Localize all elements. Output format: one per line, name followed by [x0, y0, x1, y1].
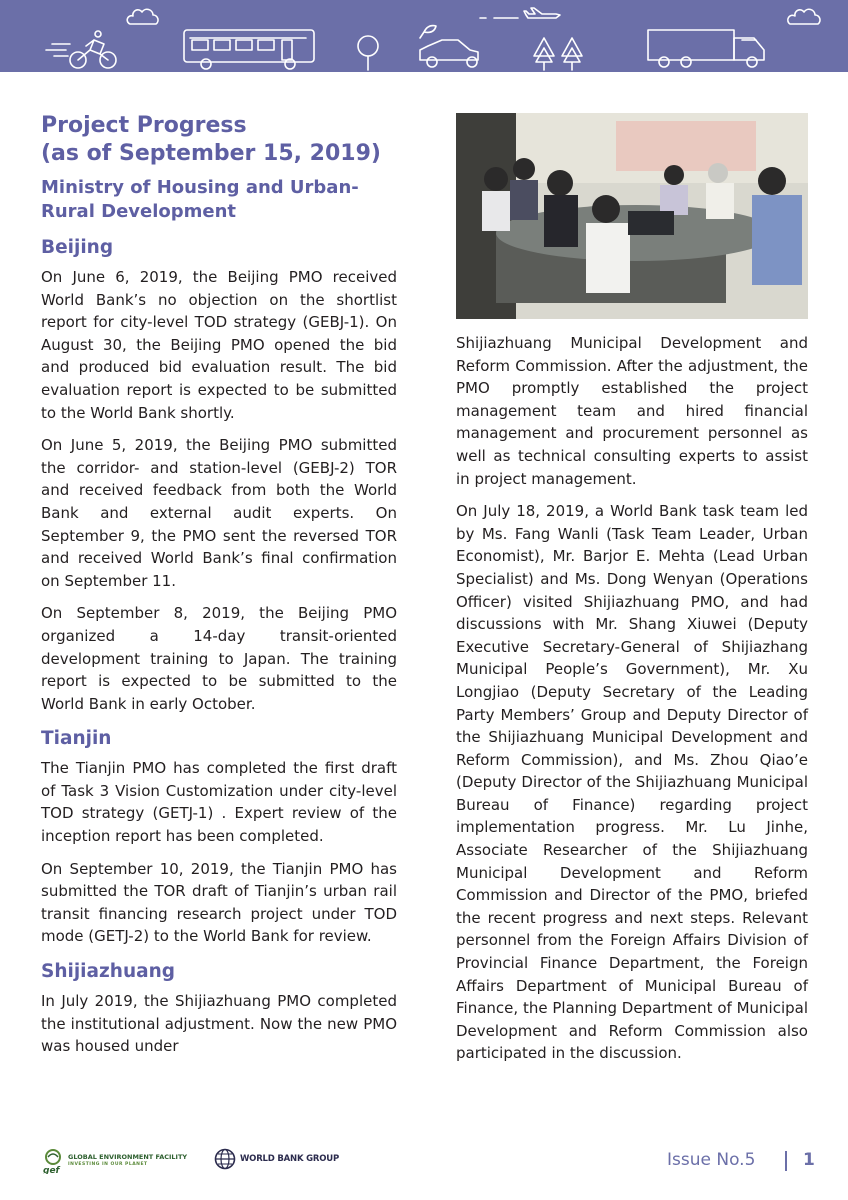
shijiazhuang-heading: Shijiazhuang	[41, 961, 176, 983]
issue-number: Issue No.5	[667, 1150, 756, 1170]
meeting-photo	[456, 113, 808, 319]
beijing-heading: Beijing	[41, 237, 114, 258]
cloud-icon	[127, 9, 158, 24]
ministry-line: Ministry of Housing and Urban-	[41, 177, 359, 198]
beijing-paragraph: On June 6, 2019, the Beijing PMO received World Bank’s no objection on the shortlist report for city-level TOD strategy (GEBJ-1). On August 30, the Beijing PMO opened the bid and produced bid evaluation result. The bid evaluation report is expected to be submitted to the World Bank shortly.	[41, 268, 397, 422]
tianjin-paragraph: On September 10, 2019, the Tianjin PMO has submitted the TOR draft of Tianjin’s urban rail transit financing research project under TOD mode (GETJ-2) to the World Bank for review.	[41, 859, 397, 946]
cloud-icon	[788, 9, 820, 24]
airplane-icon	[480, 8, 560, 18]
page-title	[41, 112, 397, 168]
world-bank-group-text: WORLD BANK GROUP	[240, 1154, 339, 1164]
shijiazhuang-paragraph: In July 2019, the Shijiazhuang PMO completed the institutional adjustment. Now the new PMO was housed under	[41, 992, 397, 1056]
footer-divider	[785, 1151, 787, 1171]
gef-name: GLOBAL ENVIRONMENT FACILITY	[68, 1153, 188, 1161]
ministry-heading	[41, 176, 397, 224]
beijing-paragraph: On September 8, 2019, the Beijing PMO organized a 14-day transit-oriented development training to Japan. The training report is expected to be submitted to the World Bank in early October.	[41, 604, 397, 713]
svg-text:gef: gef	[43, 1166, 60, 1174]
car-icon	[420, 26, 478, 67]
header-banner	[0, 0, 848, 72]
tianjin-paragraph: The Tianjin PMO has completed the first draft of Task 3 Vision Customization under city-level TOD strategy (GETJ-1) . Expert review of the inception report has been completed.	[41, 759, 397, 846]
gef-logo-mark	[42, 1148, 64, 1174]
shijiazhuang-paragraph: Shijiazhuang Municipal Development and Reform Commission. After the adjustment, the PMO promptly established the project management team and hired financial management and procurement personnel as well as technical consulting experts to assist in project management.	[456, 334, 808, 488]
gef-tagline: INVESTING IN OUR PLANET	[68, 1162, 148, 1167]
beijing-paragraph: On June 5, 2019, the Beijing PMO submitted the corridor- and station-level (GEBJ-2) TOR and received feedback from both the World Bank and external audit experts. On September 9, the PMO sent the reversed TOR and received World Bank’s final confirmation on September 11.	[41, 436, 397, 590]
left-column	[41, 112, 397, 1068]
gef-text	[68, 1153, 187, 1169]
title-line: Project Progress	[41, 113, 247, 138]
world-bank-group-logo	[214, 1148, 339, 1170]
bus-icon	[184, 30, 314, 69]
world-bank-globe-icon	[214, 1148, 236, 1170]
title-line: (as of September 15, 2019)	[41, 141, 381, 166]
tianjin-heading: Tianjin	[41, 728, 112, 750]
shijiazhuang-paragraph: On July 18, 2019, a World Bank task team led by Ms. Fang Wanli (Task Team Leader, Urban Economist), Mr. Barjor E. Mehta (Lead Urban Specialist) and Ms. Dong Wenyan (Operations Officer) visited Shijiazhuang PMO, and had discussions with Mr. Shang Xiuwei (Deputy Executive Secretary-General of Shijiazhang Municipal People’s Government), Mr. Xu Longjiao (Deputy Secretary of the Leading Party Members’ Group and Deputy Director of the Shijiazhuang Municipal Development and Reform Commission), and Ms. Zhou Qiao’e (Deputy Director of the Shijiazhuang Municipal Bureau of Finance) regarding project implementation progress. Mr. Lu Jinhe, Associate Researcher of the Shijiazhuang Municipal Development and Reform Commission and Director of the PMO, briefed the recent progress and next steps. Relevant personnel from the Foreign Affairs Division of Provincial Finance Department, the Foreign Affairs Department of Municipal Bureau of Finance, the Planning Department of Municipal Development and Reform Commission also participated in the discussion.	[456, 502, 808, 1063]
truck-icon	[648, 30, 764, 67]
tree-icon	[358, 36, 378, 70]
pine-trees-icon	[534, 38, 582, 70]
right-column	[456, 332, 808, 1075]
gef-logo	[42, 1148, 187, 1174]
page-number: 1	[803, 1150, 815, 1170]
cyclist-icon	[46, 31, 116, 68]
ministry-line: Rural Development	[41, 201, 237, 222]
